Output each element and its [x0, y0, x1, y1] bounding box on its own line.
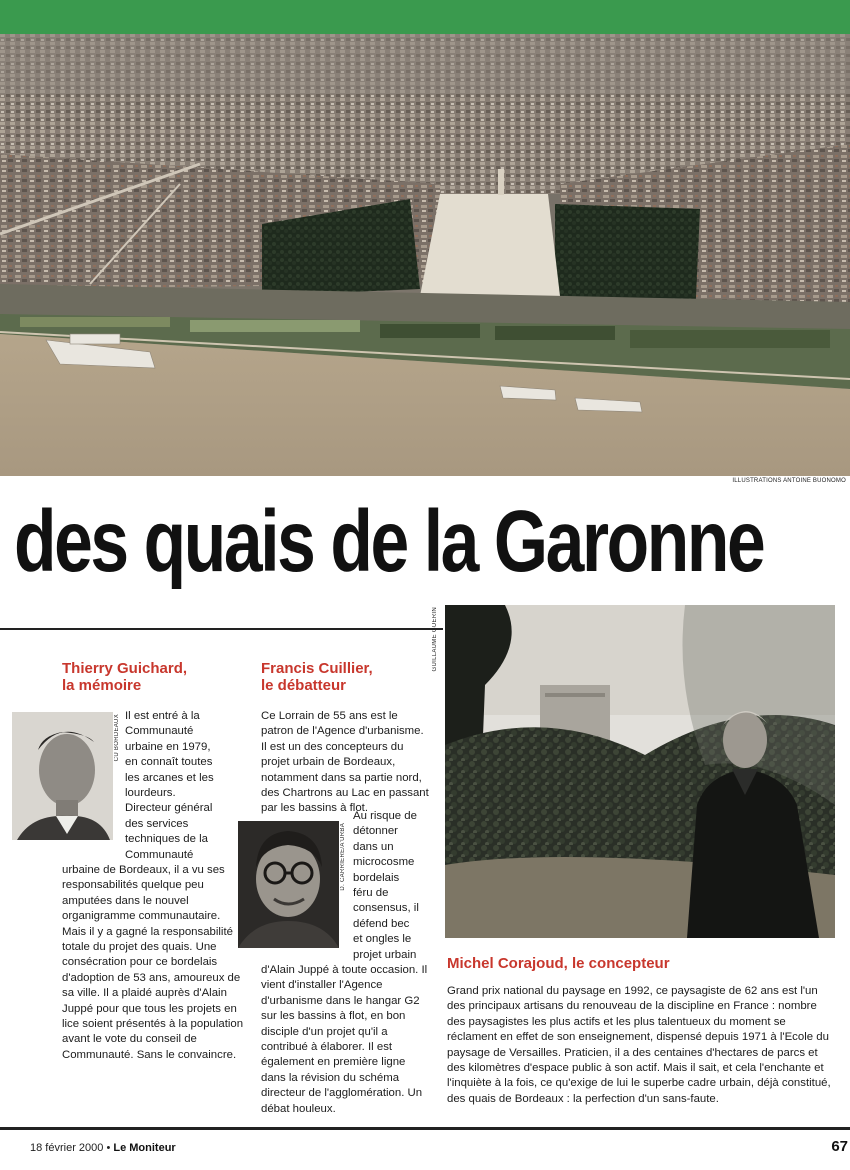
footer-rule: [0, 1127, 850, 1130]
cuillier-name-heading: Francis Cuillier, le débatteur: [261, 660, 373, 694]
corajoud-body-text: Grand prix national du paysage en 1992, ce paysagiste de 62 ans est l'un des principaux artisans du renouveau de la discipline en France : nombre des paysagistes les plus actifs et les plus talentueux du moment se réclament en effet de son enseignement, dispensé depuis 1971 à l'Ecole du paysage de Versailles. Praticien, il a des centaines d'hectares de parcs et des kilomètres d'espace public à son actif. Mais il sait, et cela l'enchante et l'inquiète à la fois, ce qu'exige de lui le superbe cadre urbain, déjà constitué, des quais de Bordeaux : la perfection d'un sans-faute.: [447, 985, 831, 1105]
corajoud-garden-photo: [445, 605, 835, 938]
section-divider: [0, 628, 443, 630]
cuillier-intro-text: Ce Lorrain de 55 ans est le patron de l'Agence d'urbanisme. Il est un des concepteurs du projet urbain de Bordeaux, notamment dans sa partie nord, des Chartrons au Lac en passant par les bassins à flot.: [261, 710, 429, 815]
cuillier-body-text: d'Alain Juppé à toute occasion. Il vient d'installer l'Agence d'urbanisme dans le hangar G2 sur les bassins à flot, en bon disciple d'un projet qu'il a contribué à élaborer. Il est également en première ligne dans la révision du schéma directeur de l'agglomération. Un débat houleux.: [261, 964, 428, 1115]
guichard-wrap-text: Il est entré à la Communauté urbaine en 1979, en connaît toutes les arcanes et les lourdeurs. Directeur général des services techniques de la Communauté: [125, 710, 214, 861]
guichard-name-heading: Thierry Guichard, la mémoire: [62, 660, 188, 694]
top-green-band: [0, 0, 850, 34]
footer-bullet: •: [106, 1142, 111, 1154]
guichard-body-text: urbaine de Bordeaux, il a vu ses responsabilités quelque peu amputées dans le nouvel organigramme communautaire. Mais il y a gagné la responsabilité totale du projet des quais. Une consécration pour ce bordelais d'adoption de 53 ans, amoureux de sa ville. Il a plaidé auprès d'Alain Juppé pour que tous les projets en lice soient présentés à la population avant le vote du conseil de Communauté. Sans le convaincre.: [62, 864, 244, 1061]
illustration-credit: ILLUSTRATIONS ANTOINE BUONOMO: [732, 478, 846, 484]
guichard-photo-credit: CU BORDEAUX: [114, 714, 120, 762]
publication-name: Le Moniteur: [113, 1142, 176, 1154]
footer-issue-info: [30, 1142, 176, 1154]
cuillier-photo-credit: D. CARRIERE/A'URBA: [340, 823, 346, 891]
hero-aerial-illustration: [0, 34, 850, 476]
corajoud-photo-credit: GUILLAUME GUERIN: [432, 607, 438, 672]
page-headline: des quais de la Garonne: [14, 493, 764, 590]
guichard-portrait-photo: [12, 712, 113, 840]
cuillier-portrait-photo: [238, 821, 339, 948]
issue-date: 18 février 2000: [30, 1142, 104, 1154]
corajoud-name-heading: Michel Corajoud, le concepteur: [447, 955, 670, 972]
page-number: 67: [831, 1138, 848, 1155]
cuillier-wrap-text: Au risque de détonner dans un microcosme bordelais féru de consensus, il défend bec et ongles le projet urbain: [353, 810, 419, 961]
